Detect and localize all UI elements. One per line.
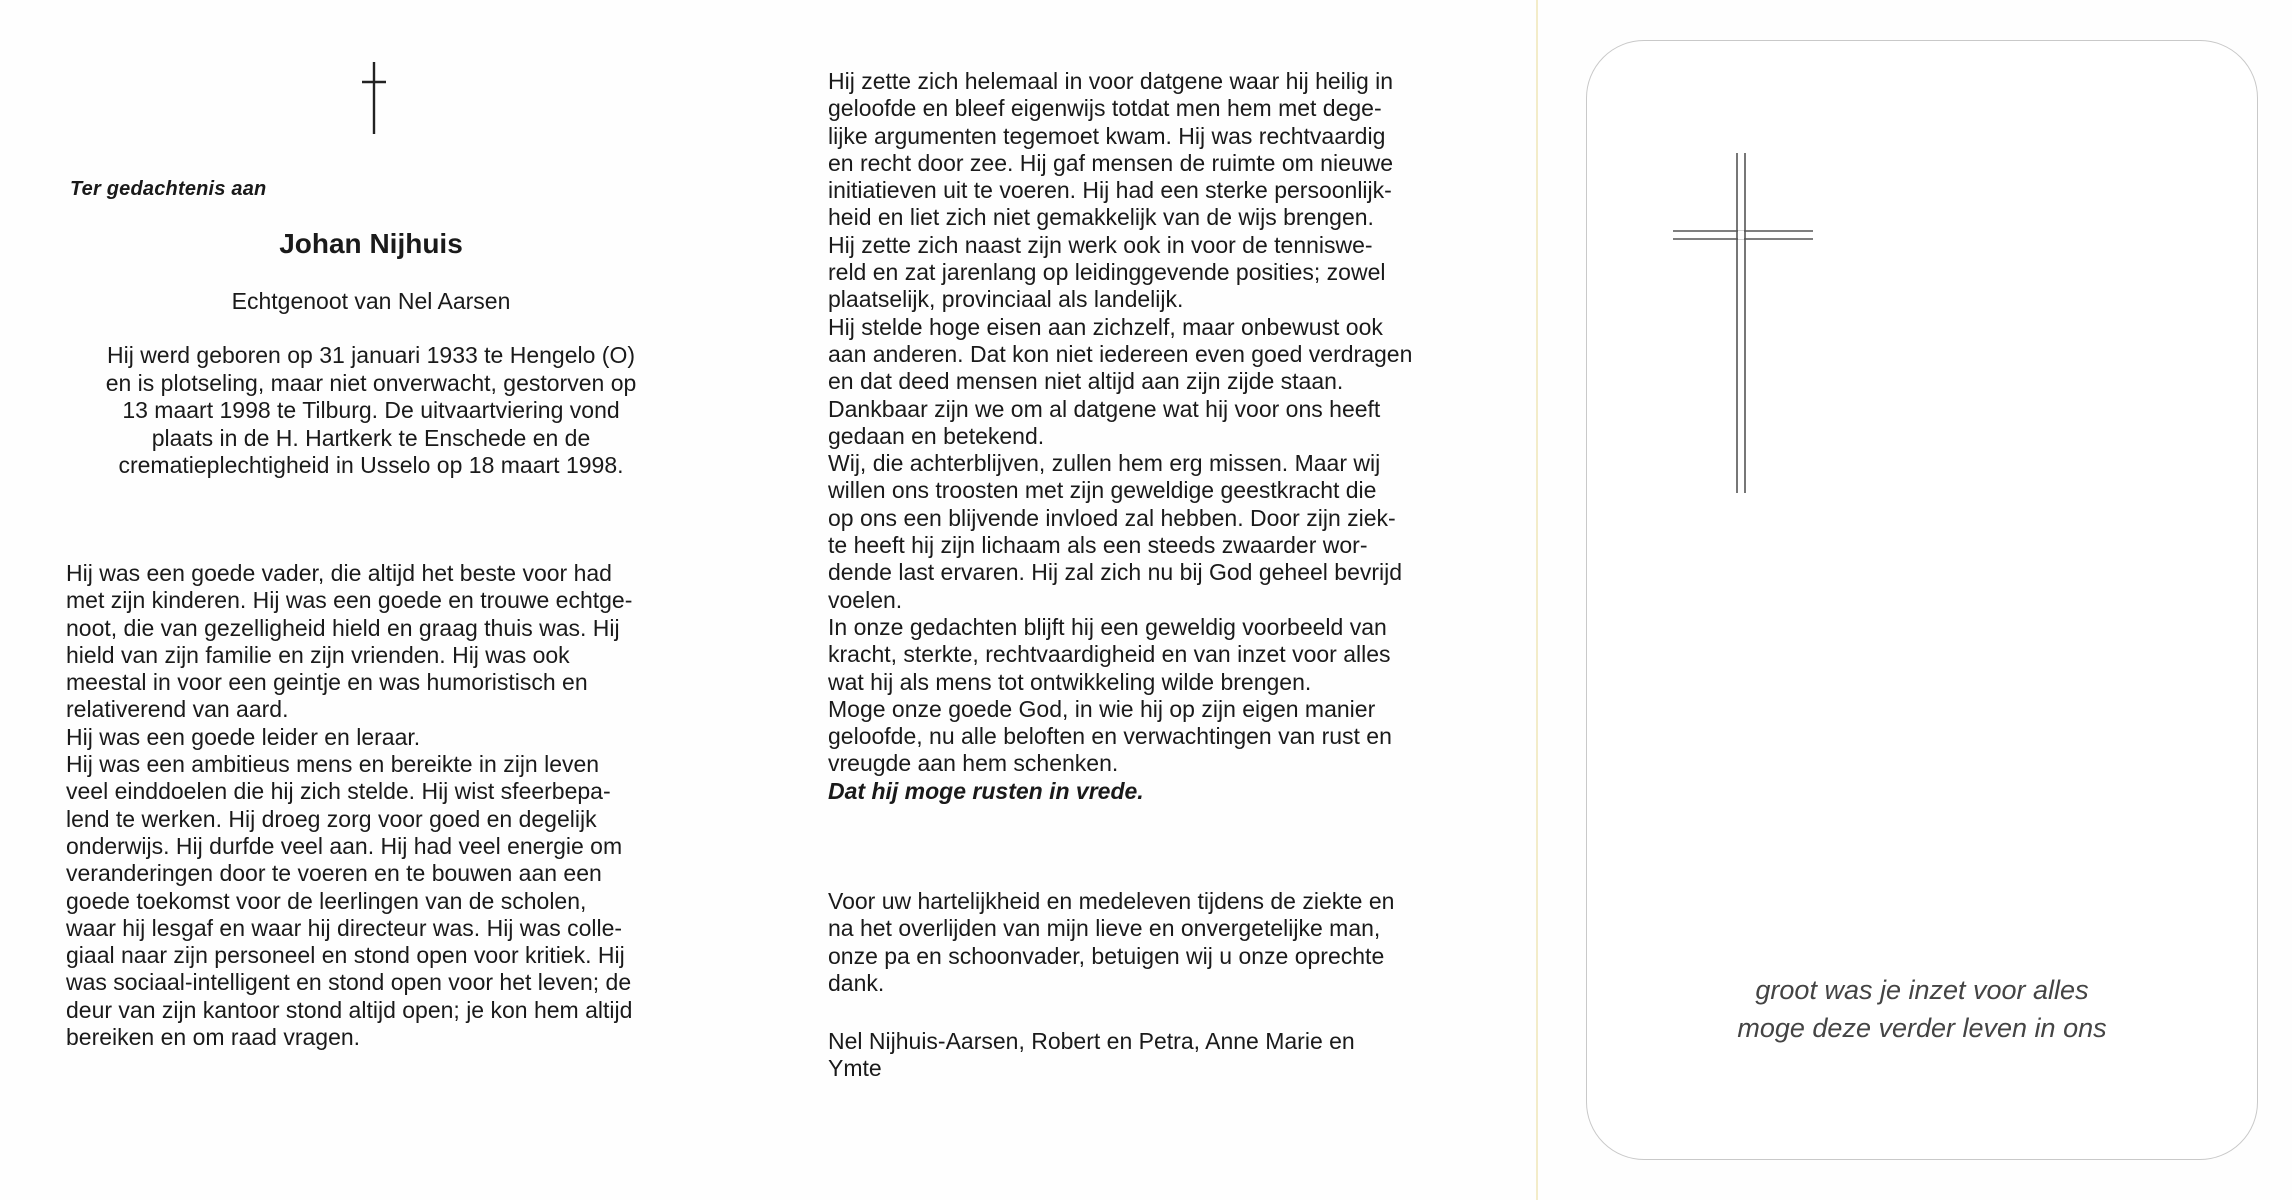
text-line: wat hij als mens tot ontwikkeling wilde brengen.	[828, 668, 1312, 695]
text-line: geloofde en bleef eigenwijs totdat men hem met dege-	[828, 95, 1382, 122]
text-line: Hij was een goede leider en leraar.	[66, 723, 421, 750]
text-line: noot, die van gezelligheid hield en graag thuis was. Hij	[66, 614, 620, 641]
text-line: Ymte	[828, 1055, 882, 1082]
text-line: goede toekomst voor de leerlingen van de scholen,	[66, 887, 587, 914]
text-line: en is plotseling, maar niet onverwacht, gestorven op	[105, 369, 637, 396]
text-line: Moge onze goede God, in wie hij op zijn eigen manier	[828, 695, 1376, 722]
life-dates-paragraph	[66, 342, 676, 480]
text-line: voelen.	[828, 586, 903, 613]
cover-card	[1586, 40, 2258, 1160]
text-line: lend te werken. Hij droeg zorg voor goed en degelijk	[66, 805, 597, 832]
family-signoff	[828, 1028, 1438, 1083]
text-line: met zijn kinderen. Hij was een goede en trouwe echtge-	[66, 587, 633, 614]
text-line: Wij, die achterblijven, zullen hem erg missen. Maar wij	[828, 450, 1381, 477]
text-line: initiatieven uit te voeren. Hij had een sterke persoonlijk-	[828, 177, 1392, 204]
closing-prayer: Dat hij moge rusten in vrede.	[828, 777, 1144, 804]
text-line: geloofde, nu alle beloften en verwachtingen van rust en	[828, 723, 1392, 750]
text-line: relativerend van aard.	[66, 696, 289, 723]
text-line: heid en liet zich niet gemakkelijk van de wijs brengen.	[828, 204, 1374, 231]
text-line: Hij was een ambitieus mens en bereikte in zijn leven	[66, 751, 600, 778]
text-line: Nel Nijhuis-Aarsen, Robert en Petra, Anne Marie en	[828, 1028, 1355, 1054]
text-line: Dankbaar zijn we om al datgene wat hij voor ons heeft	[828, 395, 1381, 422]
text-line: onze pa en schoonvader, betuigen wij u onze oprechte	[828, 942, 1385, 969]
biography-text	[66, 560, 676, 1051]
text-line: onderwijs. Hij durfde veel aan. Hij had veel energie om	[66, 832, 623, 859]
cross-icon	[354, 60, 394, 140]
thanks-paragraph	[828, 888, 1438, 997]
text-line: lijke argumenten tegemoet kwam. Hij was rechtvaardig	[828, 122, 1386, 149]
verse-line: moge deze verder leven in ons	[1737, 1013, 2107, 1043]
text-line: In onze gedachten blijft hij een geweldig voorbeeld van	[828, 613, 1387, 640]
text-line: kracht, sterkte, rechtvaardigheid en van inzet voor alles	[828, 641, 1391, 668]
text-line: plaatselijk, provinciaal als landelijk.	[828, 286, 1184, 313]
text-line: 13 maart 1998 te Tilburg. De uitvaartviering vond	[122, 397, 620, 423]
text-line: op ons een blijvende invloed zal hebben. Door zijn ziek-	[828, 504, 1396, 531]
intro-text: Ter gedachtenis aan	[70, 178, 267, 200]
text-line: en recht door zee. Hij gaf mensen de ruimte om nieuwe	[828, 149, 1394, 176]
text-line: was sociaal-intelligent en stond open voor het leven; de	[66, 969, 632, 996]
text-line: Hij zette zich helemaal in voor datgene waar hij heilig in	[828, 68, 1394, 94]
text-line: bereiken en om raad vragen.	[66, 1024, 361, 1051]
text-line: plaats in de H. Hartkerk te Enschede en de	[151, 424, 591, 451]
text-line: Voor uw hartelijkheid en medeleven tijdens de ziekte en	[828, 888, 1395, 914]
text-line: meestal in voor een geintje en was humoristisch en	[66, 669, 588, 696]
text-line: willen ons troosten met zijn geweldige geestkracht die	[828, 477, 1377, 504]
text-line: dende last ervaren. Hij zal zich nu bij God geheel bevrijd	[828, 559, 1403, 586]
verse-line: groot was je inzet voor alles	[1755, 975, 2089, 1005]
text-line: giaal naar zijn personeel en stond open voor kritiek. Hij	[66, 942, 625, 969]
text-line: vreugde aan hem schenken.	[828, 750, 1119, 777]
text-line: crematieplechtigheid in Usselo op 18 maart 1998.	[118, 452, 624, 478]
text-line: aan anderen. Dat kon niet iedereen even goed verdragen	[828, 340, 1413, 367]
biography-continued	[828, 68, 1438, 805]
text-line: Hij stelde hoge eisen aan zichzelf, maar onbewust ook	[828, 313, 1383, 340]
text-line: na het overlijden van mijn lieve en onvergetelijke man,	[828, 915, 1381, 942]
text-line: te heeft hij zijn lichaam als een steeds zwaarder wor-	[828, 532, 1368, 559]
text-line: Hij zette zich naast zijn werk ook in voor de tenniswe-	[828, 231, 1373, 258]
text-line: hield van zijn familie en zijn vrienden. Hij was ook	[66, 641, 570, 668]
memorial-verse	[1587, 971, 2257, 1047]
text-line: reld en zat jarenlang op leidinggevende posities; zowel	[828, 259, 1386, 286]
text-line: waar hij lesgaf en waar hij directeur was. Hij was colle-	[66, 914, 623, 941]
cross-icon	[1673, 153, 1813, 493]
text-line: deur van zijn kantoor stond altijd open; je kon hem altijd	[66, 996, 633, 1023]
deceased-name: Johan Nijhuis	[279, 228, 463, 259]
spouse-line: Echtgenoot van Nel Aarsen	[231, 288, 511, 314]
fold-line	[1536, 0, 1538, 1200]
text-line: dank.	[828, 969, 885, 996]
text-line: gedaan en betekend.	[828, 422, 1045, 449]
text-line: Hij werd geboren op 31 januari 1933 te Hengelo (O)	[106, 342, 636, 368]
text-line: veranderingen door te voeren en te bouwen aan een	[66, 860, 602, 887]
text-line: en dat deed mensen niet altijd aan zijn zijde staan.	[828, 368, 1344, 395]
text-line: Hij was een goede vader, die altijd het beste voor had	[66, 560, 612, 586]
text-line: veel einddoelen die hij zich stelde. Hij wist sfeerbepa-	[66, 778, 611, 805]
